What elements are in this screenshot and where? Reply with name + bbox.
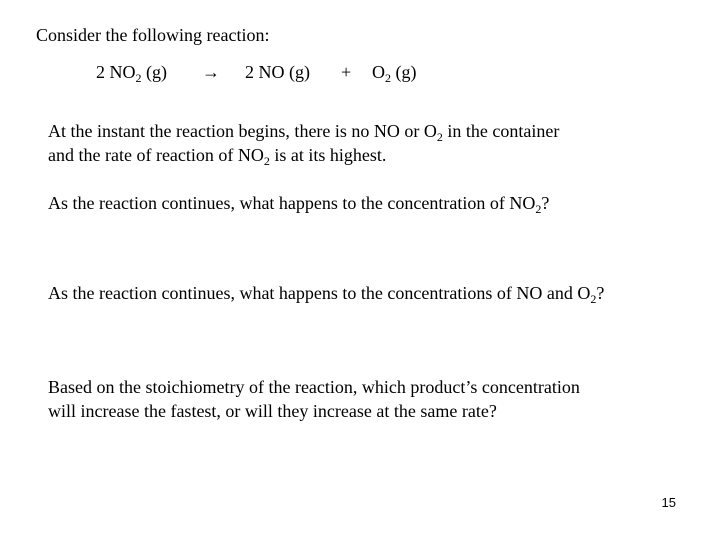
q1-text-b: ? bbox=[541, 193, 550, 213]
q1-text-a: As the reaction continues, what happens to the concentration of NO bbox=[48, 193, 536, 213]
paragraph1-line1 bbox=[48, 120, 559, 142]
product-no: 2 NO (g) bbox=[245, 62, 310, 82]
q2-text-b: ? bbox=[596, 283, 605, 303]
product2-state: (g) bbox=[391, 62, 417, 82]
q1-subscript: 2 bbox=[535, 202, 542, 216]
question3-line2: will increase the fastest, or will they increase at the same rate? bbox=[48, 401, 497, 421]
page-number: 15 bbox=[661, 495, 676, 510]
reactant-no2 bbox=[96, 61, 167, 83]
question2 bbox=[48, 282, 604, 304]
intro-text: Consider the following reaction: bbox=[36, 25, 270, 45]
p1l1-text-b: in the container bbox=[442, 121, 560, 141]
reaction-arrow: → bbox=[202, 62, 220, 82]
question3-line1: Based on the stoichiometry of the reaction, which product’s concentration bbox=[48, 377, 580, 397]
reactant-subscript: 2 bbox=[135, 71, 142, 85]
q2-subscript: 2 bbox=[590, 292, 597, 306]
product-o2 bbox=[372, 61, 417, 83]
p1l2-text-b: is at its highest. bbox=[269, 145, 387, 165]
product2-pre: O bbox=[372, 62, 385, 82]
product2-subscript: 2 bbox=[385, 71, 391, 85]
p1l1-text-a: At the instant the reaction begins, there is no NO or O bbox=[48, 121, 437, 141]
question1 bbox=[48, 192, 549, 214]
q2-text-a: As the reaction continues, what happens to the concentrations of NO and O bbox=[48, 283, 591, 303]
plus-sign: + bbox=[341, 62, 352, 82]
reactant-coef: 2 NO bbox=[96, 62, 136, 82]
p1l2-subscript: 2 bbox=[263, 154, 270, 168]
p1l2-text-a: and the rate of reaction of NO bbox=[48, 145, 264, 165]
p1l1-subscript: 2 bbox=[436, 130, 443, 144]
reactant-state: (g) bbox=[141, 62, 167, 82]
paragraph1-line2 bbox=[48, 144, 386, 166]
